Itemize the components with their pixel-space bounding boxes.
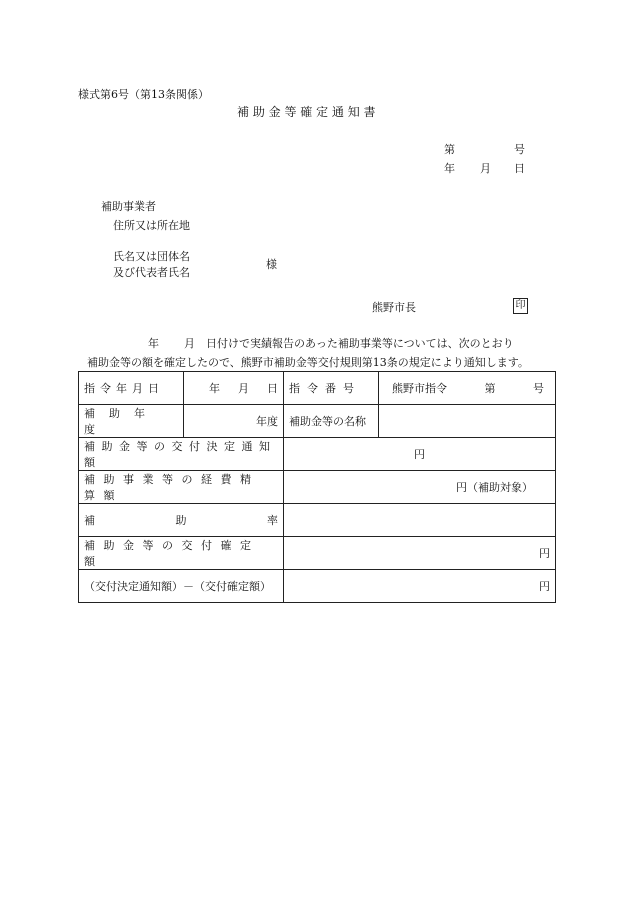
order-date-year: 年	[209, 382, 220, 395]
table-row	[79, 438, 556, 471]
decision-amount-label: 補助金等の交付決定通知額	[79, 438, 284, 471]
recipient-heading: 補助事業者	[101, 200, 156, 213]
recipient-honorific: 様	[266, 258, 277, 271]
issuer-title: 熊野市長	[372, 301, 416, 314]
table-row	[79, 504, 556, 537]
recipient-address-label: 住所又は所在地	[113, 219, 190, 232]
order-date-label: 指令年月日	[79, 372, 184, 405]
difference-label: （交付決定通知額）－（交付確定額）	[79, 570, 284, 603]
ref-year: 年	[444, 162, 455, 175]
table-row	[79, 570, 556, 603]
body-year: 年	[148, 337, 159, 350]
ref-go: 号	[514, 143, 525, 156]
decision-amount-value[interactable]: 円	[284, 438, 556, 471]
issuer-seal	[513, 298, 528, 314]
confirmed-amount-label: 補助金等の交付確定額	[79, 537, 284, 570]
difference-value[interactable]: 円	[284, 570, 556, 603]
fiscal-year-label: 補助年度	[79, 405, 184, 438]
order-number-go: 号	[533, 382, 544, 395]
confirmed-amount-value[interactable]: 円	[284, 537, 556, 570]
table-row	[79, 405, 556, 438]
recipient-name-label-1: 氏名又は団体名	[113, 250, 190, 263]
table-row	[79, 471, 556, 504]
form-number: 様式第6号（第13条関係）	[78, 88, 209, 101]
fiscal-year-value[interactable]: 年度	[184, 405, 284, 438]
seal-icon: 印	[513, 298, 528, 314]
subsidy-rate-label	[79, 504, 284, 537]
recipient-name-label-2: 及び代表者氏名	[113, 266, 190, 279]
ref-dai: 第	[444, 143, 455, 156]
order-date-day: 日	[267, 382, 278, 395]
body-month: 月	[184, 337, 195, 350]
body-line2: 補助金等の額を確定したので、熊野市補助金等交付規則第13条の規定により通知します。	[87, 356, 529, 369]
subsidy-rate-value[interactable]	[284, 504, 556, 537]
order-date-month: 月	[238, 382, 249, 395]
settlement-amount-label: 補助事業等の経費精算額	[79, 471, 284, 504]
subsidy-name-value[interactable]	[379, 405, 556, 438]
rate-char-1: 補	[84, 514, 95, 527]
table-row	[79, 537, 556, 570]
ref-day: 日	[514, 162, 525, 175]
order-number-value[interactable]	[379, 372, 556, 405]
order-number-prefix: 熊野市指令	[392, 382, 447, 395]
body-line1: 日付けで実績報告のあった補助事業等については、次のとおり	[206, 337, 514, 350]
rate-char-2: 助	[175, 514, 187, 527]
table-row	[79, 372, 556, 405]
rate-char-3: 率	[267, 514, 278, 527]
settlement-amount-value[interactable]: 円（補助対象）	[284, 471, 556, 504]
confirmation-table	[78, 371, 556, 603]
order-number-dai: 第	[484, 382, 496, 395]
ref-month: 月	[480, 162, 491, 175]
document-title: 補 助 金 等 確 定 通 知 書	[237, 105, 376, 119]
order-number-label: 指令番号	[284, 372, 379, 405]
order-date-value[interactable]	[184, 372, 284, 405]
subsidy-name-label: 補助金等の名称	[284, 405, 379, 438]
